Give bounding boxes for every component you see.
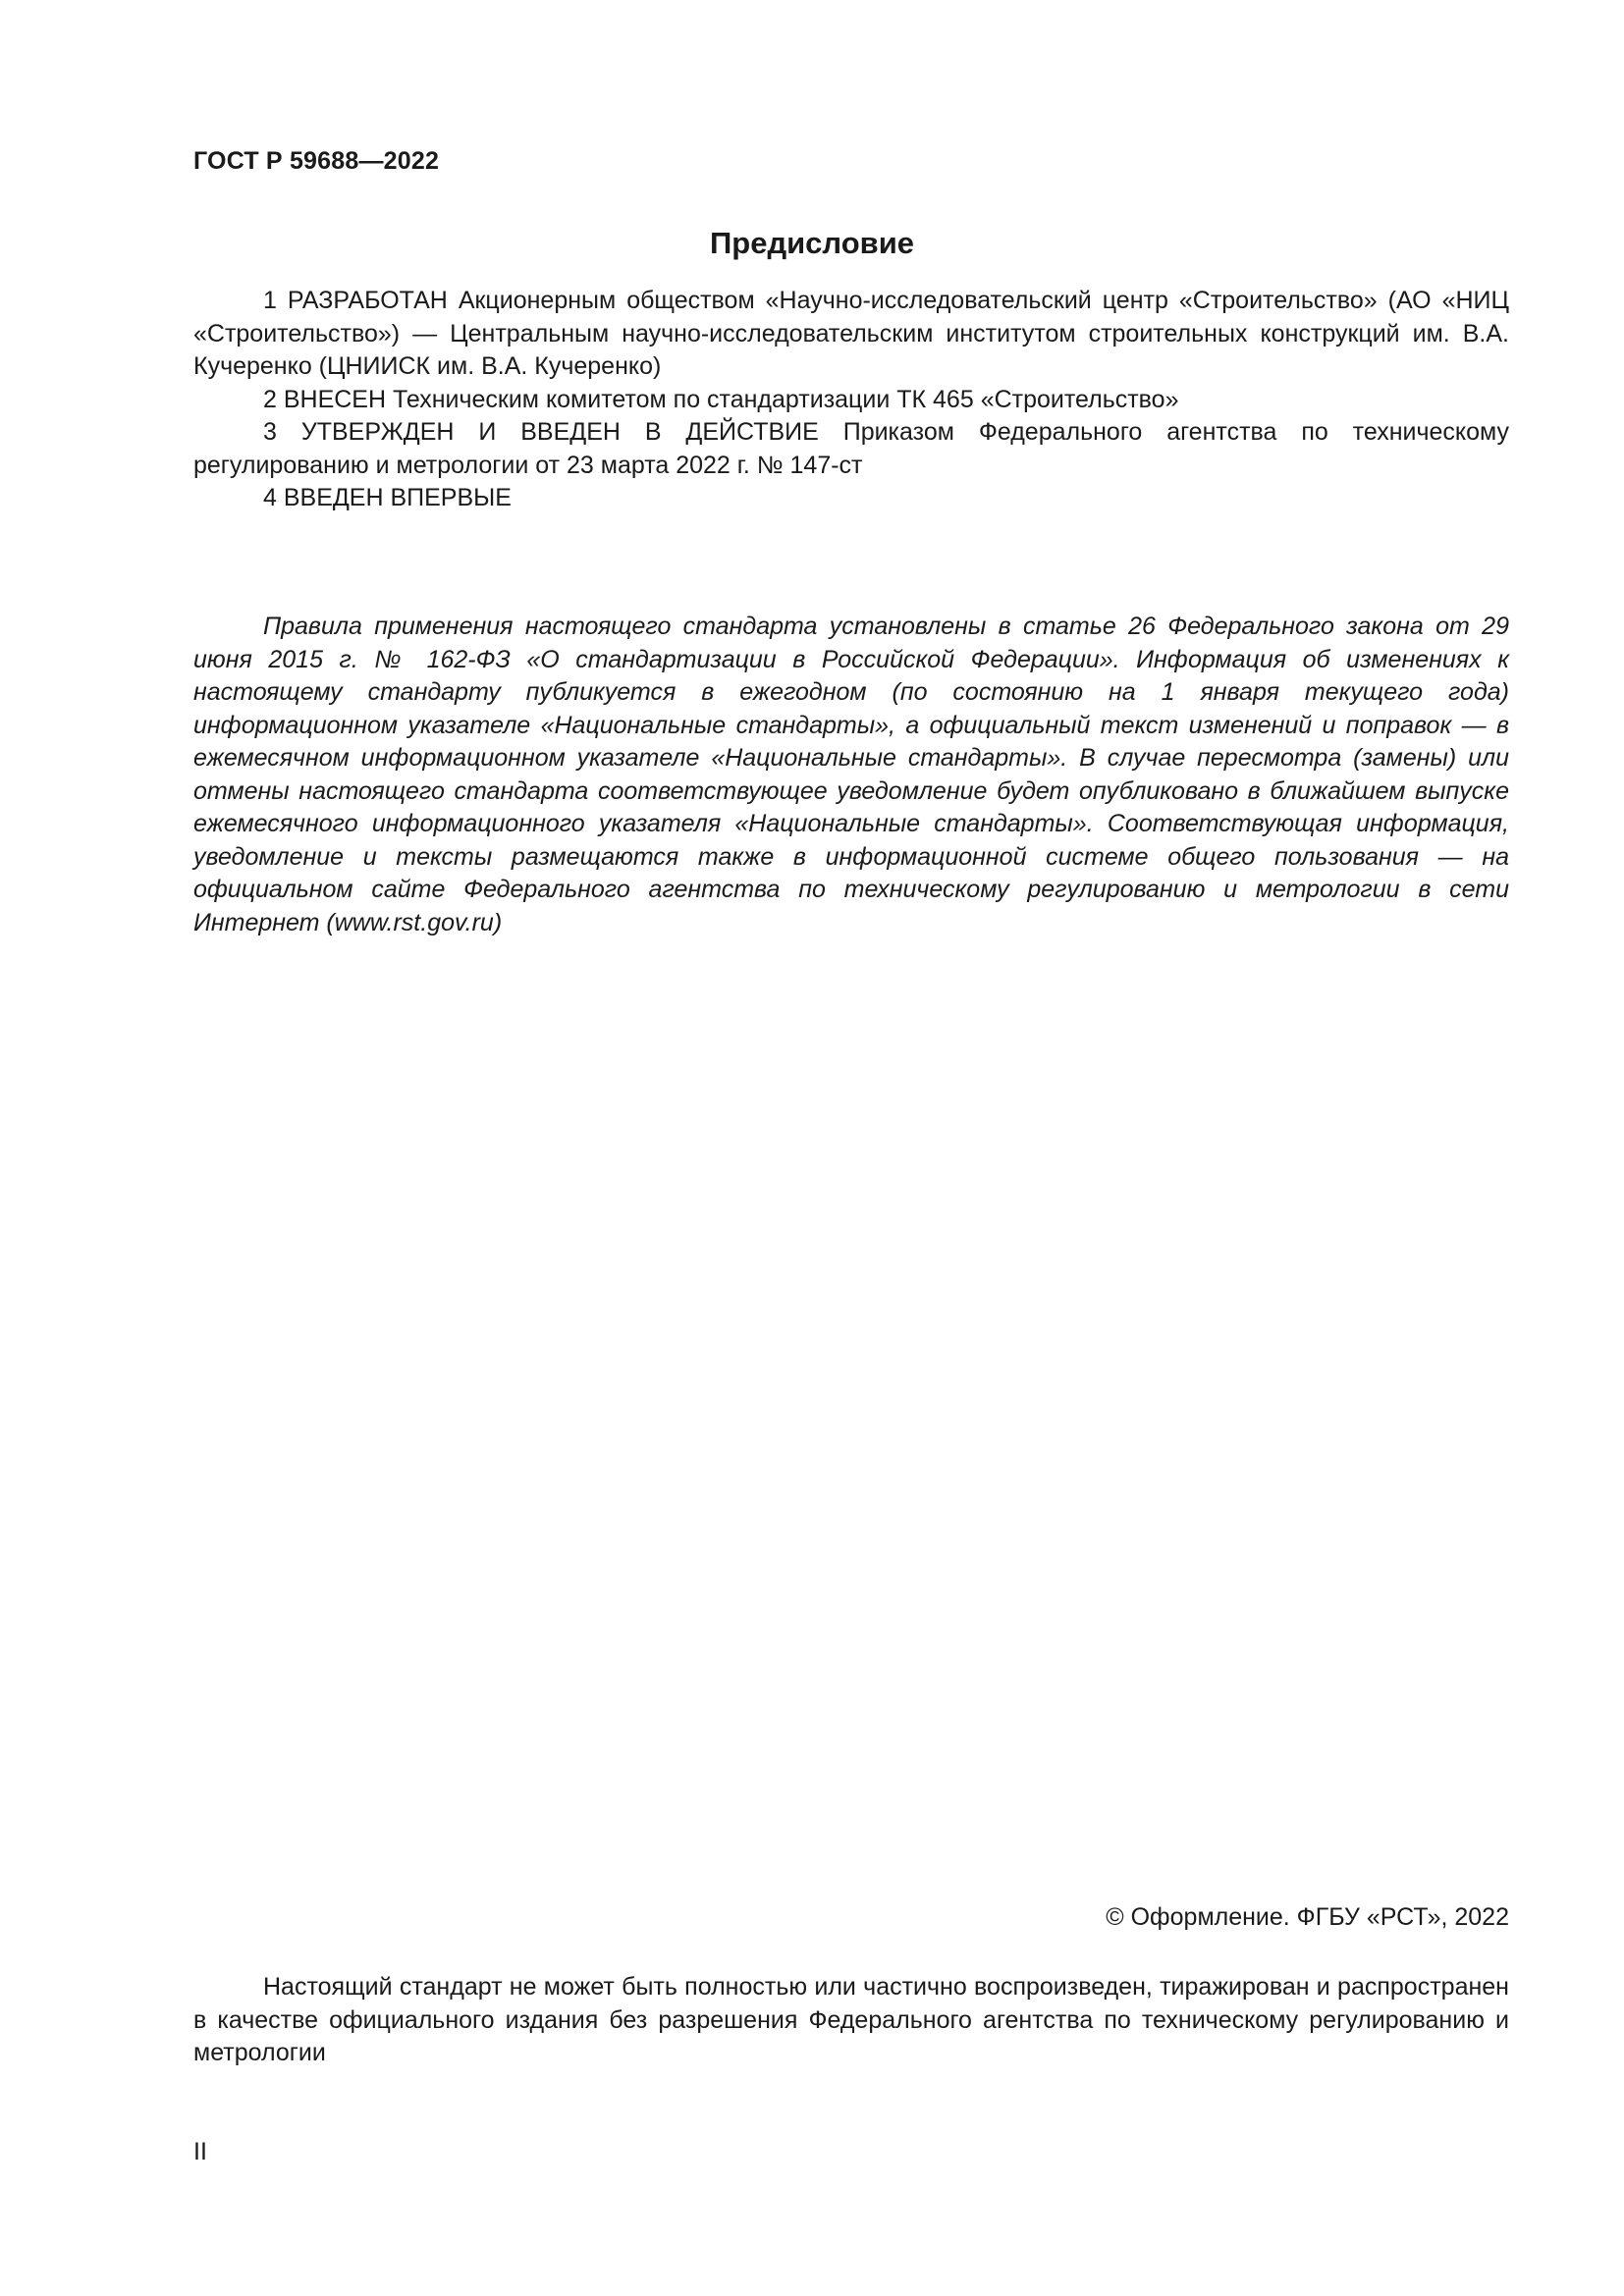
document-code: ГОСТ Р 59688—2022 — [193, 147, 440, 175]
copyright-line: © Оформление. ФГБУ «РСТ», 2022 — [1106, 1903, 1509, 1931]
preface-list — [193, 285, 1509, 515]
preface-item-2: 2 ВНЕСЕН Техническим комитетом по стандартизации ТК 465 «Строительство» — [263, 385, 1179, 413]
rules-section — [193, 611, 1509, 939]
preface-item-4: 4 ВВЕДЕН ВПЕРВЫЕ — [263, 484, 512, 511]
rules-paragraph: Правила применения настоящего стандарта установлены в статье 26 Федерального закона от 29 июня 2015 г. № 162-ФЗ «О стандартизации в Российской Федерации». Информация об изменениях к настоящему стандарту публикуется в ежегодном (по состоянию на 1 января текущего года) информационном указателе «Национальные стандарты», а официальный текст изменений и поправок — в ежемесячном информационном указателе «Национальные стандарты». В случае пересмотра (замены) или отмены настоящего стандарта соответствующее уведомление будет опубликовано в ближайшем выпуске ежемесячного информационного указателя «Национальные стандарты». Соответствующая информация, уведомление и тексты размещаются также в информационной системе общего пользования — на официальном сайте Федерального агентства по техническому регулированию и метрологии в сети Интернет (www.rst.gov.ru) — [193, 613, 1509, 936]
preface-item-3: 3 УТВЕРЖДЕН И ВВЕДЕН В ДЕЙСТВИЕ Приказом Федерального агентства по техническому регулированию и метрологии от 23 марта 2022 г. № 147-ст — [193, 418, 1509, 479]
notice-section — [193, 1971, 1509, 2070]
page-number: II — [193, 2138, 207, 2165]
page-title: Предисловие — [709, 226, 914, 260]
preface-item-1: 1 РАЗРАБОТАН Акционерным обществом «Научно-исследовательский центр «Строительство» (АО «НИЦ «Строительство») — Центральным научно-исследовательским институтом строительных конструкций им. В.А. Кучеренко (ЦНИИСК им. В.А. Кучеренко) — [193, 287, 1509, 380]
reproduction-notice: Настоящий стандарт не может быть полностью или частично воспроизведен, тиражирован и распространен в качестве официального издания без разрешения Федерального агентства по техническому регулированию и метрологии — [193, 1973, 1509, 2066]
